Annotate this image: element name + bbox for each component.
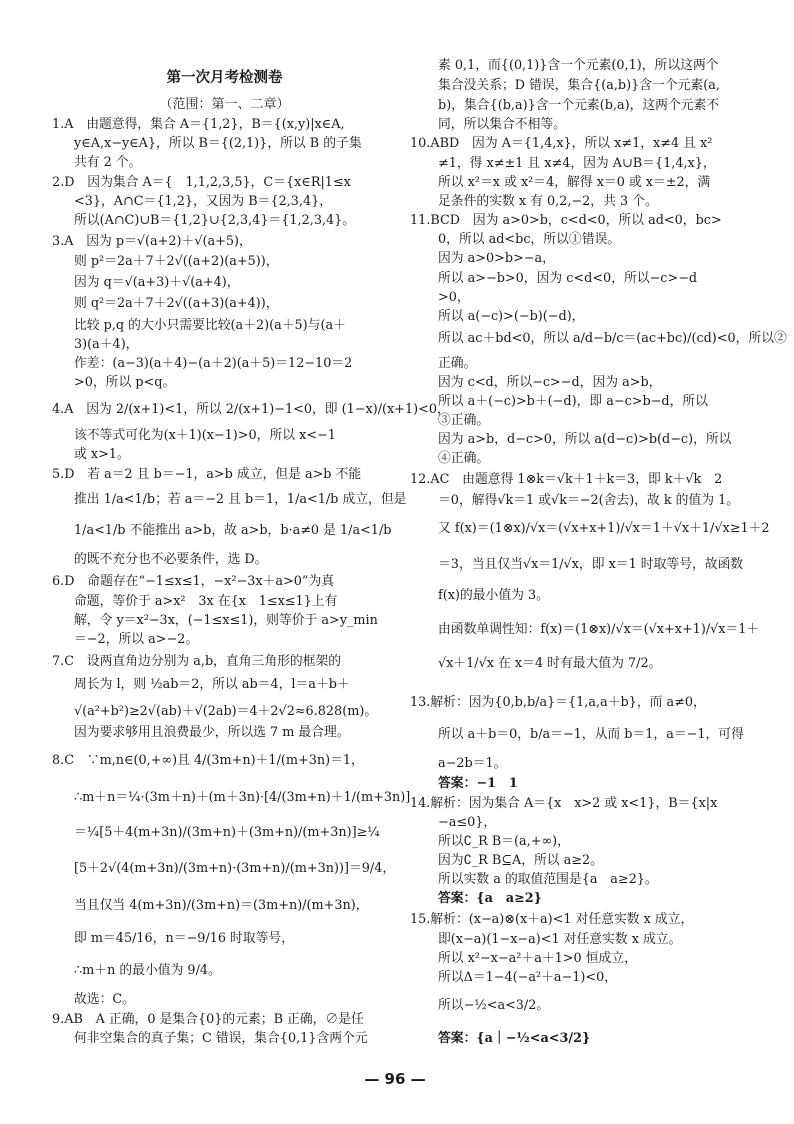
answer-line: 0，所以 ad<bc，所以①错误。 xyxy=(438,232,621,247)
answer-line: 何非空集合的真子集；C 错误，集合{0,1}含两个元 xyxy=(74,1031,368,1046)
answer-line: 8.C ∵m,n∈(0,+∞)且 4/(3m+n)＋1/(m+3n)＝1， xyxy=(52,753,364,768)
answer-line: 所以−½<a<3/2。 xyxy=(438,998,550,1013)
answer-line: 足条件的实数 x 有 0,2,−2，共 3 个。 xyxy=(438,194,658,209)
answer-line: 共有 2 个。 xyxy=(74,155,142,170)
answer-line: ＝−2，所以 a>−2。 xyxy=(74,632,199,647)
answer-line: 所以 a＋b＝0，b/a＝−1，从而 b＝1，a＝−1，可得 xyxy=(438,727,744,742)
answer-label: 答案：{a｜−½<a<3/2} xyxy=(438,1031,591,1046)
answer-line: ＝3，当且仅当√x＝1/√x，即 x＝1 时取等号，故函数 xyxy=(438,557,744,572)
answer-line: 所以∁_R B＝(a,+∞)， xyxy=(438,834,570,849)
answer-line: 当且仅当 4(m+3n)/(3m+n)＝(3m+n)/(m+3n)， xyxy=(74,898,369,913)
answer-line: ④正确。 xyxy=(438,451,490,466)
answer-line: 或 x>1。 xyxy=(74,447,130,462)
answer-line: 14.解析：因为集合 A＝{x x>2 或 x<1}，B＝{x|x xyxy=(410,796,718,811)
answer-line: 则 q²＝2a＋7＋2√((a+3)(a+4))， xyxy=(74,296,279,311)
answer-line: 因为 q＝√(a+3)＋√(a+4)， xyxy=(74,275,240,290)
answer-line: 作差：(a−3)(a＋4)−(a＋2)(a＋5)＝12−10＝2 xyxy=(74,356,353,371)
answer-line: ③正确。 xyxy=(438,413,490,428)
answer-line: ＝¼[5＋4(m+3n)/(3m+n)＋(3m+n)/(m+3n)]≥¼ xyxy=(74,825,380,840)
answer-line: b)，集合{(b,a)}含一个元素(b,a)，这两个元素不 xyxy=(438,98,720,113)
answer-line: 的既不充分也不必要条件，选 D。 xyxy=(74,552,268,567)
answer-line: 5.D 若 a＝2 且 b＝−1，a>b 成立，但是 a>b 不能 xyxy=(52,467,362,482)
answer-line: 1/a<1/b 不能推出 a>b，故 a>b，b·a≠0 是 1/a<1/b xyxy=(74,523,392,538)
answer-line: 1.A 由题意得，集合 A＝{1,2}，B＝{(x,y)|x∈A, xyxy=(52,117,345,132)
answer-line: 4.A 因为 2/(x+1)<1，所以 2/(x+1)−1<0，即 (1−x)/(x+1)<0， xyxy=(52,402,450,417)
answer-line: 即 m＝45/16，n＝−9/16 时取等号， xyxy=(74,931,295,946)
answer-line: >0， xyxy=(438,290,470,305)
answer-line: 7.C 设两直角边分别为 a,b，直角三角形的框架的 xyxy=(52,654,342,669)
answer-line: 解，令 y＝x²−3x，(−1≤x≤1)，则等价于 a>y_min xyxy=(74,613,378,628)
answer-line: 所以 a>−b>0，因为 c<d<0，所以−c>−d xyxy=(438,271,698,286)
answer-line: ∴m＋n＝¼·(3m＋n)＋(m＋3n)·[4/(3m+n)＋1/(m+3n)] xyxy=(74,790,411,805)
answer-line: 6.D 命题存在“−1≤x≤1，−x²−3x＋a>0”为真 xyxy=(52,574,335,589)
answer-label: 答案：−1 1 xyxy=(438,776,518,791)
answer-line: 故选：C。 xyxy=(74,992,135,1007)
answer-line: 又 f(x)＝(1⊗x)/√x＝(√x+x+1)/√x＝1＋√x＋1/√x≥1＋2 xyxy=(438,521,770,536)
answer-line: 11.BCD 因为 a>0>b，c<d<0，所以 ad<0，bc> xyxy=(410,213,722,228)
answer-line: 所以 a＋(−c)>b＋(−d)，即 a−c>b−d，所以 xyxy=(438,394,708,409)
answer-line: 所以 ac＋bd<0，所以 a/d−b/c＝(ac+bc)/(cd)<0，所以② xyxy=(438,331,787,346)
answer-line: 集合没关系；D 错误，集合{(a,b)}含一个元素(a, xyxy=(438,78,720,93)
answer-line: ＝0，解得√k＝1 或√k＝−2(舍去)，故 k 的值为 1。 xyxy=(438,493,740,508)
answer-line: 所以 x²＝x 或 x²＝4，解得 x＝0 或 x＝±2，满 xyxy=(438,175,711,190)
answer-line: [5＋2√(4(m+3n)/(3m+n)·(3m+n)/(m+3n))]＝9/4， xyxy=(74,861,396,876)
answer-line: a−2b＝1。 xyxy=(438,756,507,771)
answer-line: √x＋1/√x 在 x＝4 时有最大值为 7/2。 xyxy=(438,656,662,671)
answer-line: 因为 a>b，d−c>0，所以 a(d−c)>b(d−c)，所以 xyxy=(438,432,732,447)
answer-line: 10.ABD 因为 A＝{1,4,x}，所以 x≠1，x≠4 且 x² xyxy=(410,136,713,151)
page-number: — 96 — xyxy=(364,1070,426,1088)
answer-line: 所以(A∩C)∪B＝{1,2}∪{2,3,4}＝{1,2,3,4}。 xyxy=(74,213,356,228)
answer-line: 因为要求够用且浪费最少，所以选 7 m 最合理。 xyxy=(74,725,350,740)
answer-line: ≠1，得 x≠±1 且 x≠4，因为 A∪B＝{1,4,x}， xyxy=(438,156,716,171)
answer-line: <3}，A∩C＝{1,2}，又因为 B＝{2,3,4}， xyxy=(74,194,333,209)
answer-line: 所以 a(−c)>(−b)(−d)， xyxy=(438,309,585,324)
answer-line: 同，所以集合不相等。 xyxy=(438,117,566,132)
answer-line: 推出 1/a<1/b；若 a＝−2 且 b＝1，1/a<1/b 成立，但是 xyxy=(74,492,407,507)
answer-line: 周长为 l，则 ½ab＝2，所以 ab＝4，l＝a＋b＋ xyxy=(74,677,350,692)
answer-line: 因为 a>0>b>−a， xyxy=(438,251,555,266)
answer-line: 即(x−a)(1−x−a)<1 对任意实数 x 成立。 xyxy=(438,932,682,947)
answer-line: ∴m＋n 的最小值为 9/4。 xyxy=(74,963,221,978)
answer-line: 12.AC 由题意得 1⊗k＝√k＋1＋k＝3，即 k＋√k 2 xyxy=(410,472,723,487)
answer-line: 所以 x²−x−a²＋a＋1>0 恒成立， xyxy=(438,951,637,966)
answer-line: 所以实数 a 的取值范围是{a a≥2}。 xyxy=(438,872,658,887)
answer-label: 答案：{a a≥2} xyxy=(438,891,542,906)
answer-line: 因为 c<d，所以−c>−d，因为 a>b， xyxy=(438,375,662,390)
answer-line: 3)(a＋4)， xyxy=(74,337,139,352)
answer-line: −a≤0}， xyxy=(438,815,497,830)
answer-line: 所以Δ＝1−4(−a²＋a−1)<0， xyxy=(438,970,618,985)
answer-line: 2.D 因为集合 A＝{ 1,1,2,3,5}，C＝{x∈R|1≤x xyxy=(52,175,351,190)
answer-line: 命题，等价于 a>x² 3x 在{x 1≤x≤1}上有 xyxy=(74,594,338,609)
answer-line: f(x)的最小值为 3。 xyxy=(438,588,549,603)
page-title: 第一次月考检测卷 xyxy=(166,70,283,86)
answer-line: 比较 p,q 的大小只需要比较(a＋2)(a＋5)与(a＋ xyxy=(74,318,346,333)
answer-line: 素 0,1，而{(0,1)}含一个元素(0,1)，所以这两个 xyxy=(438,58,719,73)
answer-line: √(a²+b²)≥2√(ab)＋√(2ab)＝4＋2√2≈6.828(m)。 xyxy=(74,704,378,719)
answer-line: 15.解析：(x−a)⊗(x＋a)<1 对任意实数 x 成立， xyxy=(410,912,694,927)
answer-line: 该不等式可化为(x＋1)(x−1)>0，所以 x<−1 xyxy=(74,428,336,443)
answer-line: 13.解析：因为{0,b,b/a}＝{1,a,a＋b}，而 a≠0， xyxy=(410,695,706,710)
answer-line: y∈A,x−y∈A}，所以 B＝{(2,1)}，所以 B 的子集 xyxy=(74,136,362,151)
answer-line: 正确。 xyxy=(438,356,477,371)
answer-line: >0，所以 p<q。 xyxy=(74,375,176,390)
answer-line: 由函数单调性知：f(x)＝(1⊗x)/√x＝(√x+x+1)/√x＝1＋ xyxy=(438,622,760,637)
answer-line: 3.A 因为 p＝√(a+2)＋√(a+5)， xyxy=(52,234,252,249)
page-subtitle: （范围：第一、二章） xyxy=(159,97,290,112)
answer-line: 9.AB A 正确，0 是集合{0}的元素；B 正确，∅是任 xyxy=(52,1012,364,1027)
answer-line: 则 p²＝2a＋7＋2√((a+2)(a+5))， xyxy=(74,254,279,269)
answer-line: 因为∁_R B⊆A，所以 a≥2。 xyxy=(438,853,603,868)
